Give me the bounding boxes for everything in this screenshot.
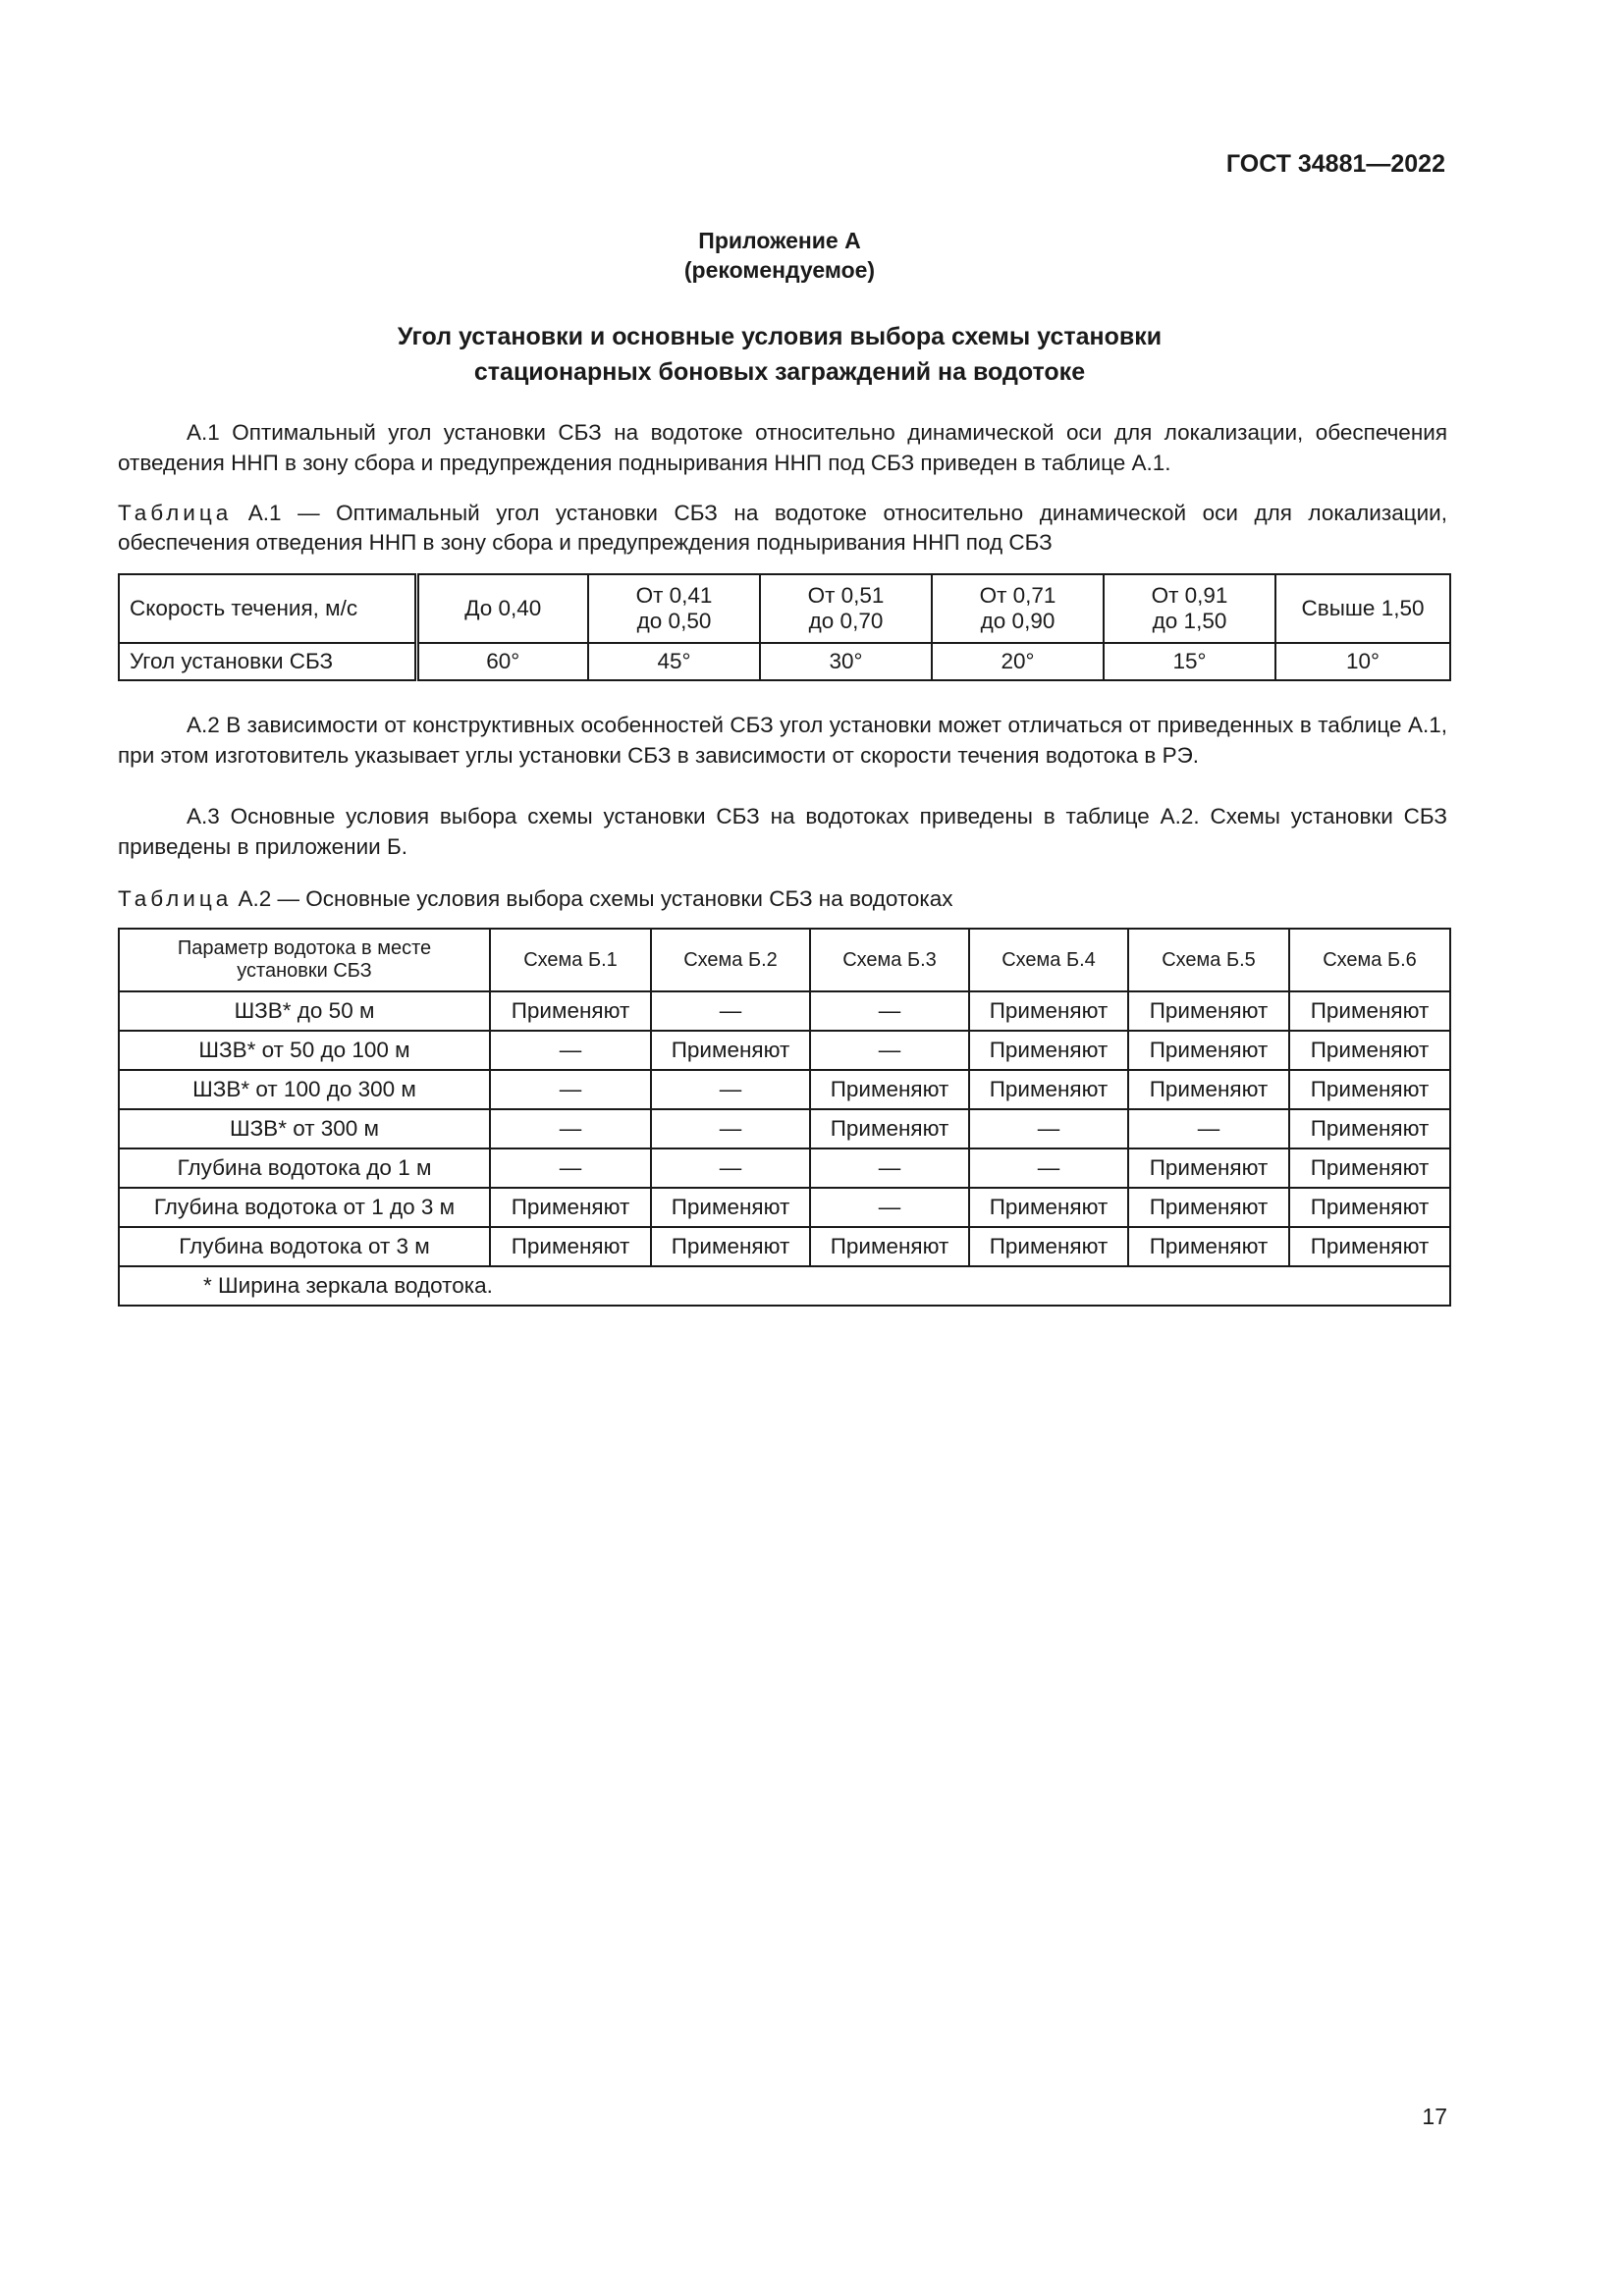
- table-cell: Применяют: [969, 1188, 1128, 1227]
- appendix-heading: [0, 226, 1559, 285]
- table2-caption-label: Таблица: [118, 886, 233, 911]
- table-cell: —: [490, 1070, 651, 1109]
- table-cell: —: [651, 991, 810, 1031]
- header-scheme: Схема Б.2: [651, 929, 810, 991]
- table2-caption-text: А.2 — Основные условия выбора схемы установки СБЗ на водотоках: [238, 886, 953, 911]
- table1-caption-label: Таблица: [118, 501, 233, 525]
- table-cell: От 0,41 до 0,50: [588, 574, 760, 643]
- table-cell: 15°: [1104, 643, 1275, 680]
- header-param: Параметр водотока в месте установки СБЗ: [119, 929, 490, 991]
- angle-table: [118, 573, 1451, 681]
- table2-caption: [118, 884, 1447, 914]
- table-cell: Применяют: [1289, 1109, 1450, 1148]
- table-cell: 60°: [416, 643, 588, 680]
- table-cell: —: [969, 1109, 1128, 1148]
- title-line-1: Угол установки и основные условия выбора схемы установки: [397, 323, 1163, 350]
- table-cell: Применяют: [969, 1031, 1128, 1070]
- table-cell: Применяют: [810, 1109, 969, 1148]
- table-cell: Применяют: [651, 1188, 810, 1227]
- param-cell: ШЗВ* от 300 м: [119, 1109, 490, 1148]
- table-row: [119, 1148, 1450, 1188]
- header-scheme: Схема Б.5: [1128, 929, 1289, 991]
- table-cell: От 0,71 до 0,90: [932, 574, 1104, 643]
- table-cell: —: [490, 1148, 651, 1188]
- table-footnote-row: [119, 1266, 1450, 1306]
- table-cell: —: [810, 1031, 969, 1070]
- table-cell: Применяют: [1128, 1227, 1289, 1266]
- page-number: 17: [1422, 2104, 1447, 2129]
- appendix-status: (рекомендуемое): [683, 257, 876, 283]
- table-row: [119, 1227, 1450, 1266]
- table-row: [119, 1031, 1450, 1070]
- table-cell: —: [969, 1148, 1128, 1188]
- header-scheme: Схема Б.6: [1289, 929, 1450, 991]
- table-cell: Применяют: [1289, 1031, 1450, 1070]
- param-cell: Глубина водотока от 3 м: [119, 1227, 490, 1266]
- table-cell: 45°: [588, 643, 760, 680]
- table1-caption-text: А.1 — Оптимальный угол установки СБЗ на водотоке относительно динамической оси для локализации, обеспечения отведения ННП в зону сбора и предупреждения подныривания ННП под СБЗ: [118, 501, 1447, 555]
- table-cell: —: [490, 1109, 651, 1148]
- appendix-title: [0, 319, 1559, 390]
- appendix-label: Приложение А: [698, 228, 861, 253]
- table-row: [119, 1188, 1450, 1227]
- table-cell: Применяют: [1128, 1188, 1289, 1227]
- table-cell: Применяют: [490, 1227, 651, 1266]
- table-cell: Применяют: [1289, 1227, 1450, 1266]
- table-cell: —: [810, 991, 969, 1031]
- header-scheme: Схема Б.3: [810, 929, 969, 991]
- table-row: [119, 1070, 1450, 1109]
- table-cell: —: [490, 1031, 651, 1070]
- table-cell: До 0,40: [416, 574, 588, 643]
- table-cell: Применяют: [1289, 1148, 1450, 1188]
- table-cell: От 0,91 до 1,50: [1104, 574, 1275, 643]
- table-cell: —: [810, 1188, 969, 1227]
- table-cell: Применяют: [1289, 1070, 1450, 1109]
- table-cell: Применяют: [1128, 991, 1289, 1031]
- table-cell: Применяют: [969, 1227, 1128, 1266]
- scheme-table: [118, 928, 1451, 1307]
- table1-caption: [118, 499, 1447, 558]
- param-cell: Глубина водотока от 1 до 3 м: [119, 1188, 490, 1227]
- table-cell: Применяют: [651, 1227, 810, 1266]
- header-scheme: Схема Б.1: [490, 929, 651, 991]
- table-cell: Применяют: [810, 1070, 969, 1109]
- table-row: [119, 1109, 1450, 1148]
- table-cell: 20°: [932, 643, 1104, 680]
- table-cell: От 0,51 до 0,70: [760, 574, 932, 643]
- param-cell: ШЗВ* до 50 м: [119, 991, 490, 1031]
- table-header-row: [119, 929, 1450, 991]
- table-cell: Применяют: [1128, 1031, 1289, 1070]
- table-cell: —: [651, 1148, 810, 1188]
- table-cell: —: [810, 1148, 969, 1188]
- param-cell: ШЗВ* от 100 до 300 м: [119, 1070, 490, 1109]
- table-cell: Применяют: [1289, 991, 1450, 1031]
- paragraph-a2: А.2 В зависимости от конструктивных особенностей СБЗ угол установки может отличаться от приведенных в таблице А.1, при этом изготовитель указывает углы установки СБЗ в зависимости от скорости течения водотока в РЭ.: [118, 713, 1447, 768]
- table-cell: Применяют: [969, 991, 1128, 1031]
- table-cell: Применяют: [651, 1031, 810, 1070]
- table-cell: 30°: [760, 643, 932, 680]
- table-cell: Применяют: [1289, 1188, 1450, 1227]
- table-cell: Применяют: [1128, 1148, 1289, 1188]
- standard-code: ГОСТ 34881—2022: [1225, 150, 1445, 178]
- param-cell: ШЗВ* от 50 до 100 м: [119, 1031, 490, 1070]
- paragraph-a3: А.3 Основные условия выбора схемы установки СБЗ на водотоках приведены в таблице А.2. Схемы установки СБЗ приведены в приложении Б.: [118, 804, 1447, 859]
- table-cell: Применяют: [969, 1070, 1128, 1109]
- table-cell: Применяют: [1128, 1070, 1289, 1109]
- table-row: [119, 574, 1450, 643]
- row-label-angle: Угол установки СБЗ: [119, 643, 416, 680]
- table-cell: —: [651, 1070, 810, 1109]
- table-cell: Применяют: [490, 1188, 651, 1227]
- table-cell: Свыше 1,50: [1275, 574, 1450, 643]
- title-line-2: стационарных боновых заграждений на водотоке: [473, 358, 1086, 386]
- param-cell: Глубина водотока до 1 м: [119, 1148, 490, 1188]
- table-cell: —: [651, 1109, 810, 1148]
- paragraph-a1: А.1 Оптимальный угол установки СБЗ на водотоке относительно динамической оси для локализации, обеспечения отведения ННП в зону сбора и предупреждения подныривания ННП под СБЗ приведен в таблице А.1.: [118, 420, 1447, 475]
- table-footnote: * Ширина зеркала водотока.: [119, 1266, 1450, 1306]
- table-row: [119, 643, 1450, 680]
- table-cell: 10°: [1275, 643, 1450, 680]
- table-cell: Применяют: [490, 991, 651, 1031]
- header-scheme: Схема Б.4: [969, 929, 1128, 991]
- row-label-speed: Скорость течения, м/с: [119, 574, 416, 643]
- table-cell: Применяют: [810, 1227, 969, 1266]
- table-cell: —: [1128, 1109, 1289, 1148]
- table-row: [119, 991, 1450, 1031]
